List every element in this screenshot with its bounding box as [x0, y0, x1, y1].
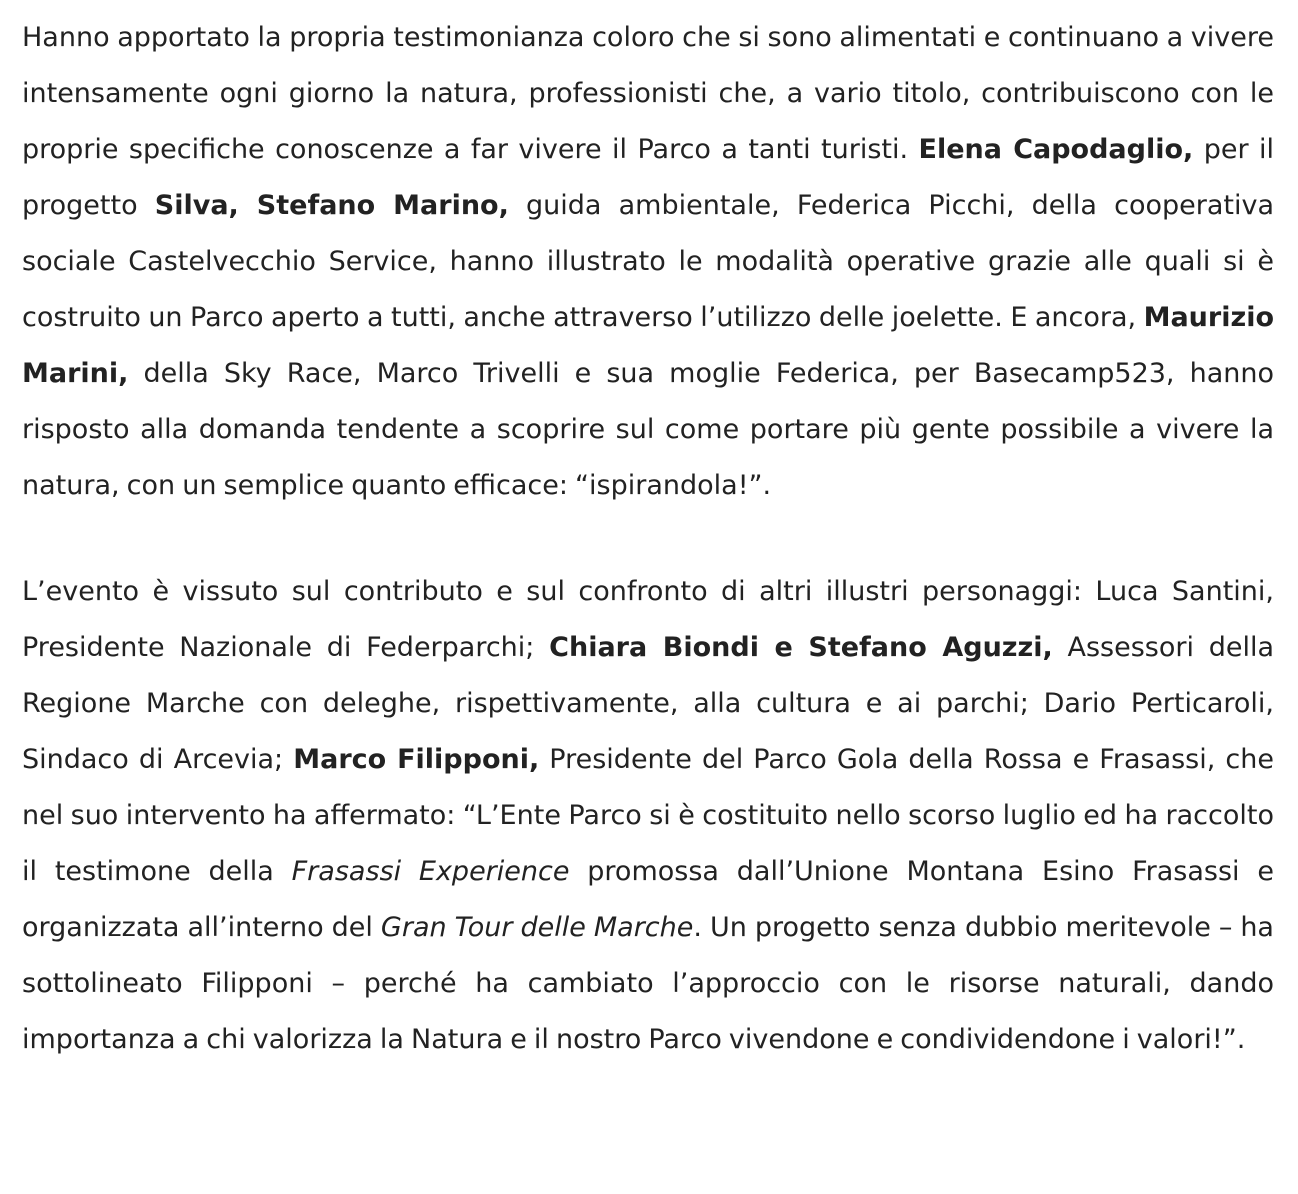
text-run: . Un progetto senza dubbio meritevole – ha sottolineato Filipponi – perché ha cambiato l’approccio con le risorse naturali, dando importanza a chi valorizza la Natura e il nostro Parco vivendone e condividendone i valori!”. — [22, 912, 1274, 1055]
text-run: per il progetto — [22, 134, 1274, 221]
name-chiara-biondi-stefano-aguzzi: Chiara Biondi e Stefano Aguzzi, — [549, 632, 1053, 663]
name-silva-stefano-marino: Silva, Stefano Marino, — [154, 190, 509, 221]
title-gran-tour-delle-marche: Gran Tour delle Marche — [380, 912, 694, 943]
text-run: guida ambientale, Federica Picchi, della cooperativa sociale Castelvecchio Service, hanno illustrato le modalità operative grazie alle quali si è costruito un Parco aperto a tutti, anche attraverso l’utilizzo delle joelette. E ancora, — [22, 190, 1274, 333]
text-run: L’evento è vissuto sul contributo e sul confronto di altri illustri personaggi: Luca Santini, Presidente Nazionale di Federparchi; — [22, 576, 1274, 663]
name-elena-capodaglio: Elena Capodaglio, — [918, 134, 1194, 165]
name-marco-filipponi: Marco Filipponi, — [293, 744, 540, 775]
paragraph-guests — [22, 564, 1274, 1068]
text-run: promossa dall’Unione Montana Esino Frasassi e organizzata all’interno del — [22, 856, 1274, 943]
title-frasassi-experience: Frasassi Experience — [291, 856, 570, 887]
name-maurizio-marini: Maurizio Marini, — [22, 302, 1274, 389]
paragraph-testimonials — [22, 10, 1274, 514]
text-run: Presidente del Parco Gola della Rossa e Frasassi, che nel suo intervento ha affermato: “L’Ente Parco si è costituito nello scorso luglio ed ha raccolto il testimone della — [22, 744, 1274, 887]
text-run: Assessori della Regione Marche con deleghe, rispettivamente, alla cultura e ai parchi; Dario Perticaroli, Sindaco di Arcevia; — [22, 632, 1275, 775]
text-run: Hanno apportato la propria testimonianza coloro che si sono alimentati e continuano a vivere intensamente ogni giorno la natura, professionisti che, a vario titolo, contribuiscono con le proprie specifiche conoscenze a far vivere il Parco a tanti turisti. — [22, 22, 1274, 165]
text-run: della Sky Race, Marco Trivelli e sua moglie Federica, per Basecamp523, hanno risposto alla domanda tendente a scoprire sul come portare più gente possibile a vivere la natura, con un semplice quanto efficace: “ispirandola!”. — [22, 358, 1274, 501]
